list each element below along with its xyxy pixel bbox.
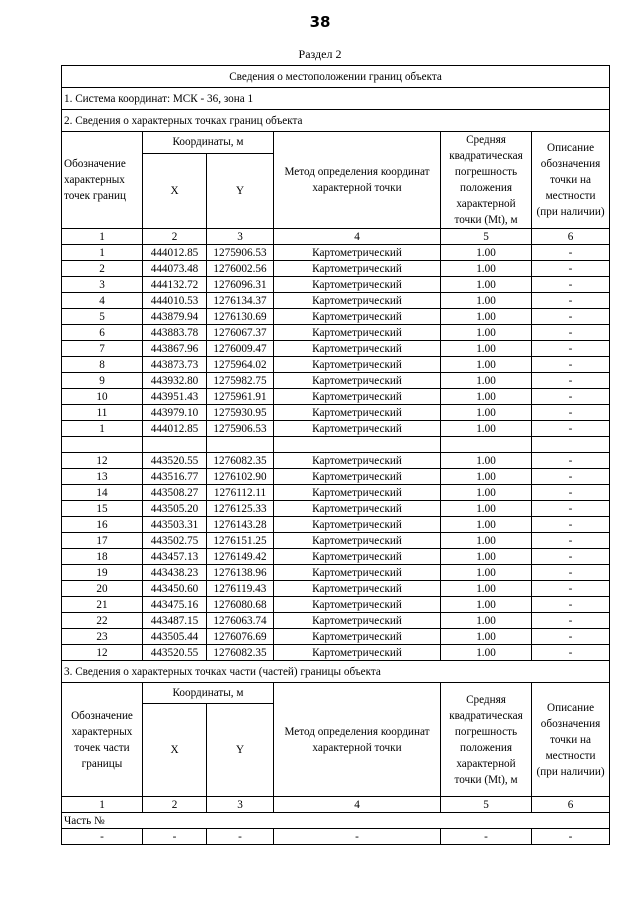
coord-y: 1276080.68 xyxy=(207,597,274,613)
block3-col-error: Средняя квадратическая погрешность положения характерной точки (Mt), м xyxy=(441,683,532,797)
table-cell: - xyxy=(274,829,441,845)
point-number: 10 xyxy=(62,389,143,405)
mean-error: 1.00 xyxy=(441,341,532,357)
description: - xyxy=(532,341,610,357)
table-row xyxy=(62,245,610,261)
coord-x: 443505.44 xyxy=(143,629,207,645)
table-cell: - xyxy=(532,829,610,845)
point-number: 16 xyxy=(62,517,143,533)
coord-x: 443873.73 xyxy=(143,357,207,373)
mean-error: 1.00 xyxy=(441,549,532,565)
point-number: 13 xyxy=(62,469,143,485)
method: Картометрический xyxy=(274,613,441,629)
table-row xyxy=(62,613,610,629)
coord-x: 443520.55 xyxy=(143,645,207,661)
point-number: 5 xyxy=(62,309,143,325)
coord-y: 1275930.95 xyxy=(207,405,274,421)
method: Картометрический xyxy=(274,501,441,517)
block2-column-numbers xyxy=(62,229,610,245)
block3-col-method: Метод определения координат характерной точки xyxy=(274,683,441,797)
point-number: 7 xyxy=(62,341,143,357)
block3-column-numbers xyxy=(62,797,610,813)
block2-col-coords: Координаты, м xyxy=(143,132,274,154)
coord-x: 443932.80 xyxy=(143,373,207,389)
block3-col-coords: Координаты, м xyxy=(143,683,274,704)
description: - xyxy=(532,469,610,485)
column-number: 4 xyxy=(274,229,441,245)
point-number: 22 xyxy=(62,613,143,629)
column-number: 2 xyxy=(143,229,207,245)
coordinate-system: 1. Система координат: МСК - 36, зона 1 xyxy=(62,88,610,110)
point-number: 20 xyxy=(62,581,143,597)
method: Картометрический xyxy=(274,533,441,549)
point-number: 1 xyxy=(62,421,143,437)
point-number: 11 xyxy=(62,405,143,421)
mean-error: 1.00 xyxy=(441,357,532,373)
section-label: Раздел 2 xyxy=(298,47,342,61)
coord-y: 1276096.31 xyxy=(207,277,274,293)
table-row xyxy=(62,453,610,469)
table-row xyxy=(62,517,610,533)
mean-error xyxy=(441,437,532,453)
mean-error: 1.00 xyxy=(441,629,532,645)
point-number: 8 xyxy=(62,357,143,373)
coord-y: 1276125.33 xyxy=(207,501,274,517)
boundary-table xyxy=(61,65,610,845)
coord-x: 444073.48 xyxy=(143,261,207,277)
coord-x: 444012.85 xyxy=(143,245,207,261)
table-row xyxy=(62,373,610,389)
coord-x: 444012.85 xyxy=(143,421,207,437)
method: Картометрический xyxy=(274,645,441,661)
coord-y: 1276143.28 xyxy=(207,517,274,533)
block2-col-error: Средняя квадратическая погрешность положения характерной точки (Mt), м xyxy=(441,132,532,229)
method: Картометрический xyxy=(274,469,441,485)
description: - xyxy=(532,357,610,373)
table-cell: - xyxy=(62,829,143,845)
column-number: 2 xyxy=(143,797,207,813)
coord-x: 443879.94 xyxy=(143,309,207,325)
mean-error: 1.00 xyxy=(441,277,532,293)
coord-y: 1276149.42 xyxy=(207,549,274,565)
coord-x: 443516.77 xyxy=(143,469,207,485)
coord-y: 1276082.35 xyxy=(207,645,274,661)
coord-x: 443883.78 xyxy=(143,325,207,341)
block3-heading: 3. Сведения о характерных точках части (частей) границы объекта xyxy=(62,661,610,683)
description: - xyxy=(532,293,610,309)
column-number: 1 xyxy=(62,229,143,245)
method xyxy=(274,437,441,453)
mean-error: 1.00 xyxy=(441,581,532,597)
table-row xyxy=(62,325,610,341)
method: Картометрический xyxy=(274,405,441,421)
coord-y: 1276002.56 xyxy=(207,261,274,277)
page-number: 38 xyxy=(309,13,331,31)
block3-col-y: Y xyxy=(207,704,274,797)
coord-y: 1276134.37 xyxy=(207,293,274,309)
table-row xyxy=(62,533,610,549)
method: Картометрический xyxy=(274,293,441,309)
coord-x: 443502.75 xyxy=(143,533,207,549)
table-row xyxy=(62,501,610,517)
column-number: 5 xyxy=(441,797,532,813)
description: - xyxy=(532,613,610,629)
description: - xyxy=(532,261,610,277)
method: Картометрический xyxy=(274,373,441,389)
point-number: 14 xyxy=(62,485,143,501)
point-number: 19 xyxy=(62,565,143,581)
coord-x: 443503.31 xyxy=(143,517,207,533)
description: - xyxy=(532,389,610,405)
block2-col-x: X xyxy=(143,153,207,228)
mean-error: 1.00 xyxy=(441,453,532,469)
coord-y: 1275961.91 xyxy=(207,389,274,405)
table-row xyxy=(62,645,610,661)
description: - xyxy=(532,485,610,501)
table-title: Сведения о местоположении границ объекта xyxy=(62,66,610,88)
table-row xyxy=(62,485,610,501)
coord-y: 1276130.69 xyxy=(207,309,274,325)
description: - xyxy=(532,533,610,549)
description: - xyxy=(532,405,610,421)
block3-empty-row xyxy=(62,829,610,845)
coord-x: 443457.13 xyxy=(143,549,207,565)
mean-error: 1.00 xyxy=(441,373,532,389)
coord-x: 444132.72 xyxy=(143,277,207,293)
method: Картометрический xyxy=(274,325,441,341)
block2-col-point: Обозначение характерных точек границ xyxy=(62,132,143,229)
mean-error: 1.00 xyxy=(441,597,532,613)
description: - xyxy=(532,421,610,437)
table-cell: - xyxy=(207,829,274,845)
mean-error: 1.00 xyxy=(441,501,532,517)
block2-col-method: Метод определения координат характерной точки xyxy=(274,132,441,229)
point-number: 1 xyxy=(62,245,143,261)
coord-y: 1276102.90 xyxy=(207,469,274,485)
mean-error: 1.00 xyxy=(441,613,532,629)
table-cell: - xyxy=(143,829,207,845)
description: - xyxy=(532,629,610,645)
coord-y: 1276151.25 xyxy=(207,533,274,549)
description: - xyxy=(532,501,610,517)
block3-col-desc: Описание обозначения точки на местности (при наличии) xyxy=(532,683,610,797)
coord-y: 1276063.74 xyxy=(207,613,274,629)
column-number: 3 xyxy=(207,797,274,813)
point-number: 15 xyxy=(62,501,143,517)
method: Картометрический xyxy=(274,453,441,469)
mean-error: 1.00 xyxy=(441,565,532,581)
table-row xyxy=(62,389,610,405)
mean-error: 1.00 xyxy=(441,645,532,661)
description xyxy=(532,437,610,453)
coord-y: 1276112.11 xyxy=(207,485,274,501)
mean-error: 1.00 xyxy=(441,485,532,501)
description: - xyxy=(532,517,610,533)
column-number: 6 xyxy=(532,229,610,245)
table-row xyxy=(62,549,610,565)
coord-x xyxy=(143,437,207,453)
table-row xyxy=(62,597,610,613)
coord-y: 1276082.35 xyxy=(207,453,274,469)
coord-y: 1276067.37 xyxy=(207,325,274,341)
table-row xyxy=(62,293,610,309)
point-number: 6 xyxy=(62,325,143,341)
mean-error: 1.00 xyxy=(441,469,532,485)
mean-error: 1.00 xyxy=(441,533,532,549)
coord-x: 443951.43 xyxy=(143,389,207,405)
table-row xyxy=(62,277,610,293)
mean-error: 1.00 xyxy=(441,405,532,421)
mean-error: 1.00 xyxy=(441,517,532,533)
point-number: 9 xyxy=(62,373,143,389)
description: - xyxy=(532,565,610,581)
point-number: 18 xyxy=(62,549,143,565)
column-number: 4 xyxy=(274,797,441,813)
mean-error: 1.00 xyxy=(441,389,532,405)
method: Картометрический xyxy=(274,565,441,581)
method: Картометрический xyxy=(274,277,441,293)
coord-y: 1275964.02 xyxy=(207,357,274,373)
coord-y: 1276009.47 xyxy=(207,341,274,357)
coord-x: 444010.53 xyxy=(143,293,207,309)
table-row xyxy=(62,261,610,277)
coord-x: 443475.16 xyxy=(143,597,207,613)
coord-x: 443867.96 xyxy=(143,341,207,357)
point-number: 17 xyxy=(62,533,143,549)
method: Картометрический xyxy=(274,309,441,325)
mean-error: 1.00 xyxy=(441,261,532,277)
table-row xyxy=(62,405,610,421)
coord-x: 443508.27 xyxy=(143,485,207,501)
method: Картометрический xyxy=(274,357,441,373)
column-number: 6 xyxy=(532,797,610,813)
point-number: 12 xyxy=(62,453,143,469)
coord-y: 1276138.96 xyxy=(207,565,274,581)
table-row xyxy=(62,309,610,325)
point-number xyxy=(62,437,143,453)
coord-y: 1276119.43 xyxy=(207,581,274,597)
table-row xyxy=(62,629,610,645)
table-row xyxy=(62,581,610,597)
method: Картометрический xyxy=(274,341,441,357)
point-number: 2 xyxy=(62,261,143,277)
block2-rows xyxy=(62,245,610,661)
point-number: 3 xyxy=(62,277,143,293)
coord-x: 443438.23 xyxy=(143,565,207,581)
method: Картометрический xyxy=(274,549,441,565)
coord-y: 1275906.53 xyxy=(207,421,274,437)
point-number: 12 xyxy=(62,645,143,661)
method: Картометрический xyxy=(274,581,441,597)
mean-error: 1.00 xyxy=(441,309,532,325)
block3-col-x: X xyxy=(143,704,207,797)
point-number: 23 xyxy=(62,629,143,645)
table-row xyxy=(62,341,610,357)
mean-error: 1.00 xyxy=(441,325,532,341)
description: - xyxy=(532,325,610,341)
description: - xyxy=(532,453,610,469)
coord-x: 443487.15 xyxy=(143,613,207,629)
coord-y: 1275906.53 xyxy=(207,245,274,261)
part-label: Часть № xyxy=(62,813,610,829)
description: - xyxy=(532,373,610,389)
coord-x: 443450.60 xyxy=(143,581,207,597)
block3-col-point: Обозначение характерных точек части границы xyxy=(62,683,143,797)
table-row xyxy=(62,565,610,581)
coord-y xyxy=(207,437,274,453)
point-number: 4 xyxy=(62,293,143,309)
description: - xyxy=(532,277,610,293)
block2-col-desc: Описание обозначения точки на местности (при наличии) xyxy=(532,132,610,229)
method: Картометрический xyxy=(274,485,441,501)
table-row xyxy=(62,357,610,373)
method: Картометрический xyxy=(274,261,441,277)
description: - xyxy=(532,581,610,597)
description: - xyxy=(532,597,610,613)
mean-error: 1.00 xyxy=(441,421,532,437)
table-row xyxy=(62,421,610,437)
block2-col-y: Y xyxy=(207,153,274,228)
table-cell: - xyxy=(441,829,532,845)
column-number: 5 xyxy=(441,229,532,245)
coord-x: 443505.20 xyxy=(143,501,207,517)
method: Картометрический xyxy=(274,629,441,645)
description: - xyxy=(532,645,610,661)
description: - xyxy=(532,309,610,325)
block2-heading: 2. Сведения о характерных точках границ объекта xyxy=(62,110,610,132)
column-number: 1 xyxy=(62,797,143,813)
method: Картометрический xyxy=(274,389,441,405)
method: Картометрический xyxy=(274,517,441,533)
coord-y: 1275982.75 xyxy=(207,373,274,389)
coord-y: 1276076.69 xyxy=(207,629,274,645)
coord-x: 443979.10 xyxy=(143,405,207,421)
table-row xyxy=(62,437,610,453)
coord-x: 443520.55 xyxy=(143,453,207,469)
mean-error: 1.00 xyxy=(441,245,532,261)
method: Картометрический xyxy=(274,245,441,261)
method: Картометрический xyxy=(274,421,441,437)
method: Картометрический xyxy=(274,597,441,613)
point-number: 21 xyxy=(62,597,143,613)
description: - xyxy=(532,245,610,261)
mean-error: 1.00 xyxy=(441,293,532,309)
column-number: 3 xyxy=(207,229,274,245)
table-row xyxy=(62,469,610,485)
description: - xyxy=(532,549,610,565)
